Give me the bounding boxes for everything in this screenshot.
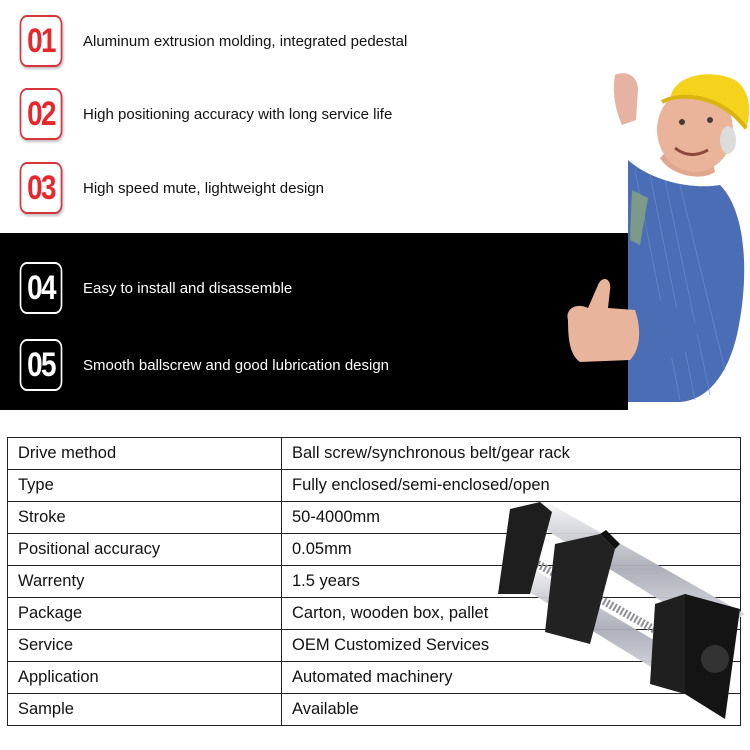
spec-value: Ball screw/synchronous belt/gear rack bbox=[282, 438, 741, 470]
feature-item-03 bbox=[15, 162, 324, 214]
feature-item-04 bbox=[15, 262, 292, 314]
feature-number-badge: 05 bbox=[20, 339, 63, 391]
feature-item-01 bbox=[15, 15, 407, 67]
spec-label: Sample bbox=[8, 694, 282, 726]
spec-label: Type bbox=[8, 470, 282, 502]
table-row bbox=[8, 438, 741, 470]
spec-value: 1.5 years bbox=[282, 566, 741, 598]
spec-value: OEM Customized Services bbox=[282, 630, 741, 662]
table-row bbox=[8, 598, 741, 630]
spec-label: Warrenty bbox=[8, 566, 282, 598]
table-row bbox=[8, 662, 741, 694]
feature-text: High speed mute, lightweight design bbox=[83, 179, 324, 197]
table-row bbox=[8, 534, 741, 566]
spec-label: Application bbox=[8, 662, 282, 694]
feature-number-badge: 03 bbox=[20, 162, 63, 214]
spec-value: Available bbox=[282, 694, 741, 726]
spec-label: Stroke bbox=[8, 502, 282, 534]
feature-text: High positioning accuracy with long service life bbox=[83, 105, 393, 123]
table-row bbox=[8, 694, 741, 726]
table-row bbox=[8, 470, 741, 502]
spec-value: 0.05mm bbox=[282, 534, 741, 566]
spec-label: Service bbox=[8, 630, 282, 662]
feature-text: Aluminum extrusion molding, integrated pedestal bbox=[83, 32, 408, 50]
spec-value: Automated machinery bbox=[282, 662, 741, 694]
spec-label: Package bbox=[8, 598, 282, 630]
table-row bbox=[8, 502, 741, 534]
spec-label: Drive method bbox=[8, 438, 282, 470]
spec-label: Positional accuracy bbox=[8, 534, 282, 566]
spec-value: Fully enclosed/semi-enclosed/open bbox=[282, 470, 741, 502]
spec-value: Carton, wooden box, pallet bbox=[282, 598, 741, 630]
feature-text: Easy to install and disassemble bbox=[83, 279, 293, 297]
feature-number-badge: 01 bbox=[20, 15, 63, 67]
feature-item-05 bbox=[15, 339, 389, 391]
spec-value: 50-4000mm bbox=[282, 502, 741, 534]
table-row bbox=[8, 630, 741, 662]
feature-number-badge: 02 bbox=[20, 88, 63, 140]
feature-item-02 bbox=[15, 88, 392, 140]
worker-thumbs-up-image bbox=[560, 70, 750, 410]
feature-number-badge: 04 bbox=[20, 262, 63, 314]
table-row bbox=[8, 566, 741, 598]
specifications-table bbox=[7, 437, 741, 726]
feature-text: Smooth ballscrew and good lubrication design bbox=[83, 356, 390, 374]
